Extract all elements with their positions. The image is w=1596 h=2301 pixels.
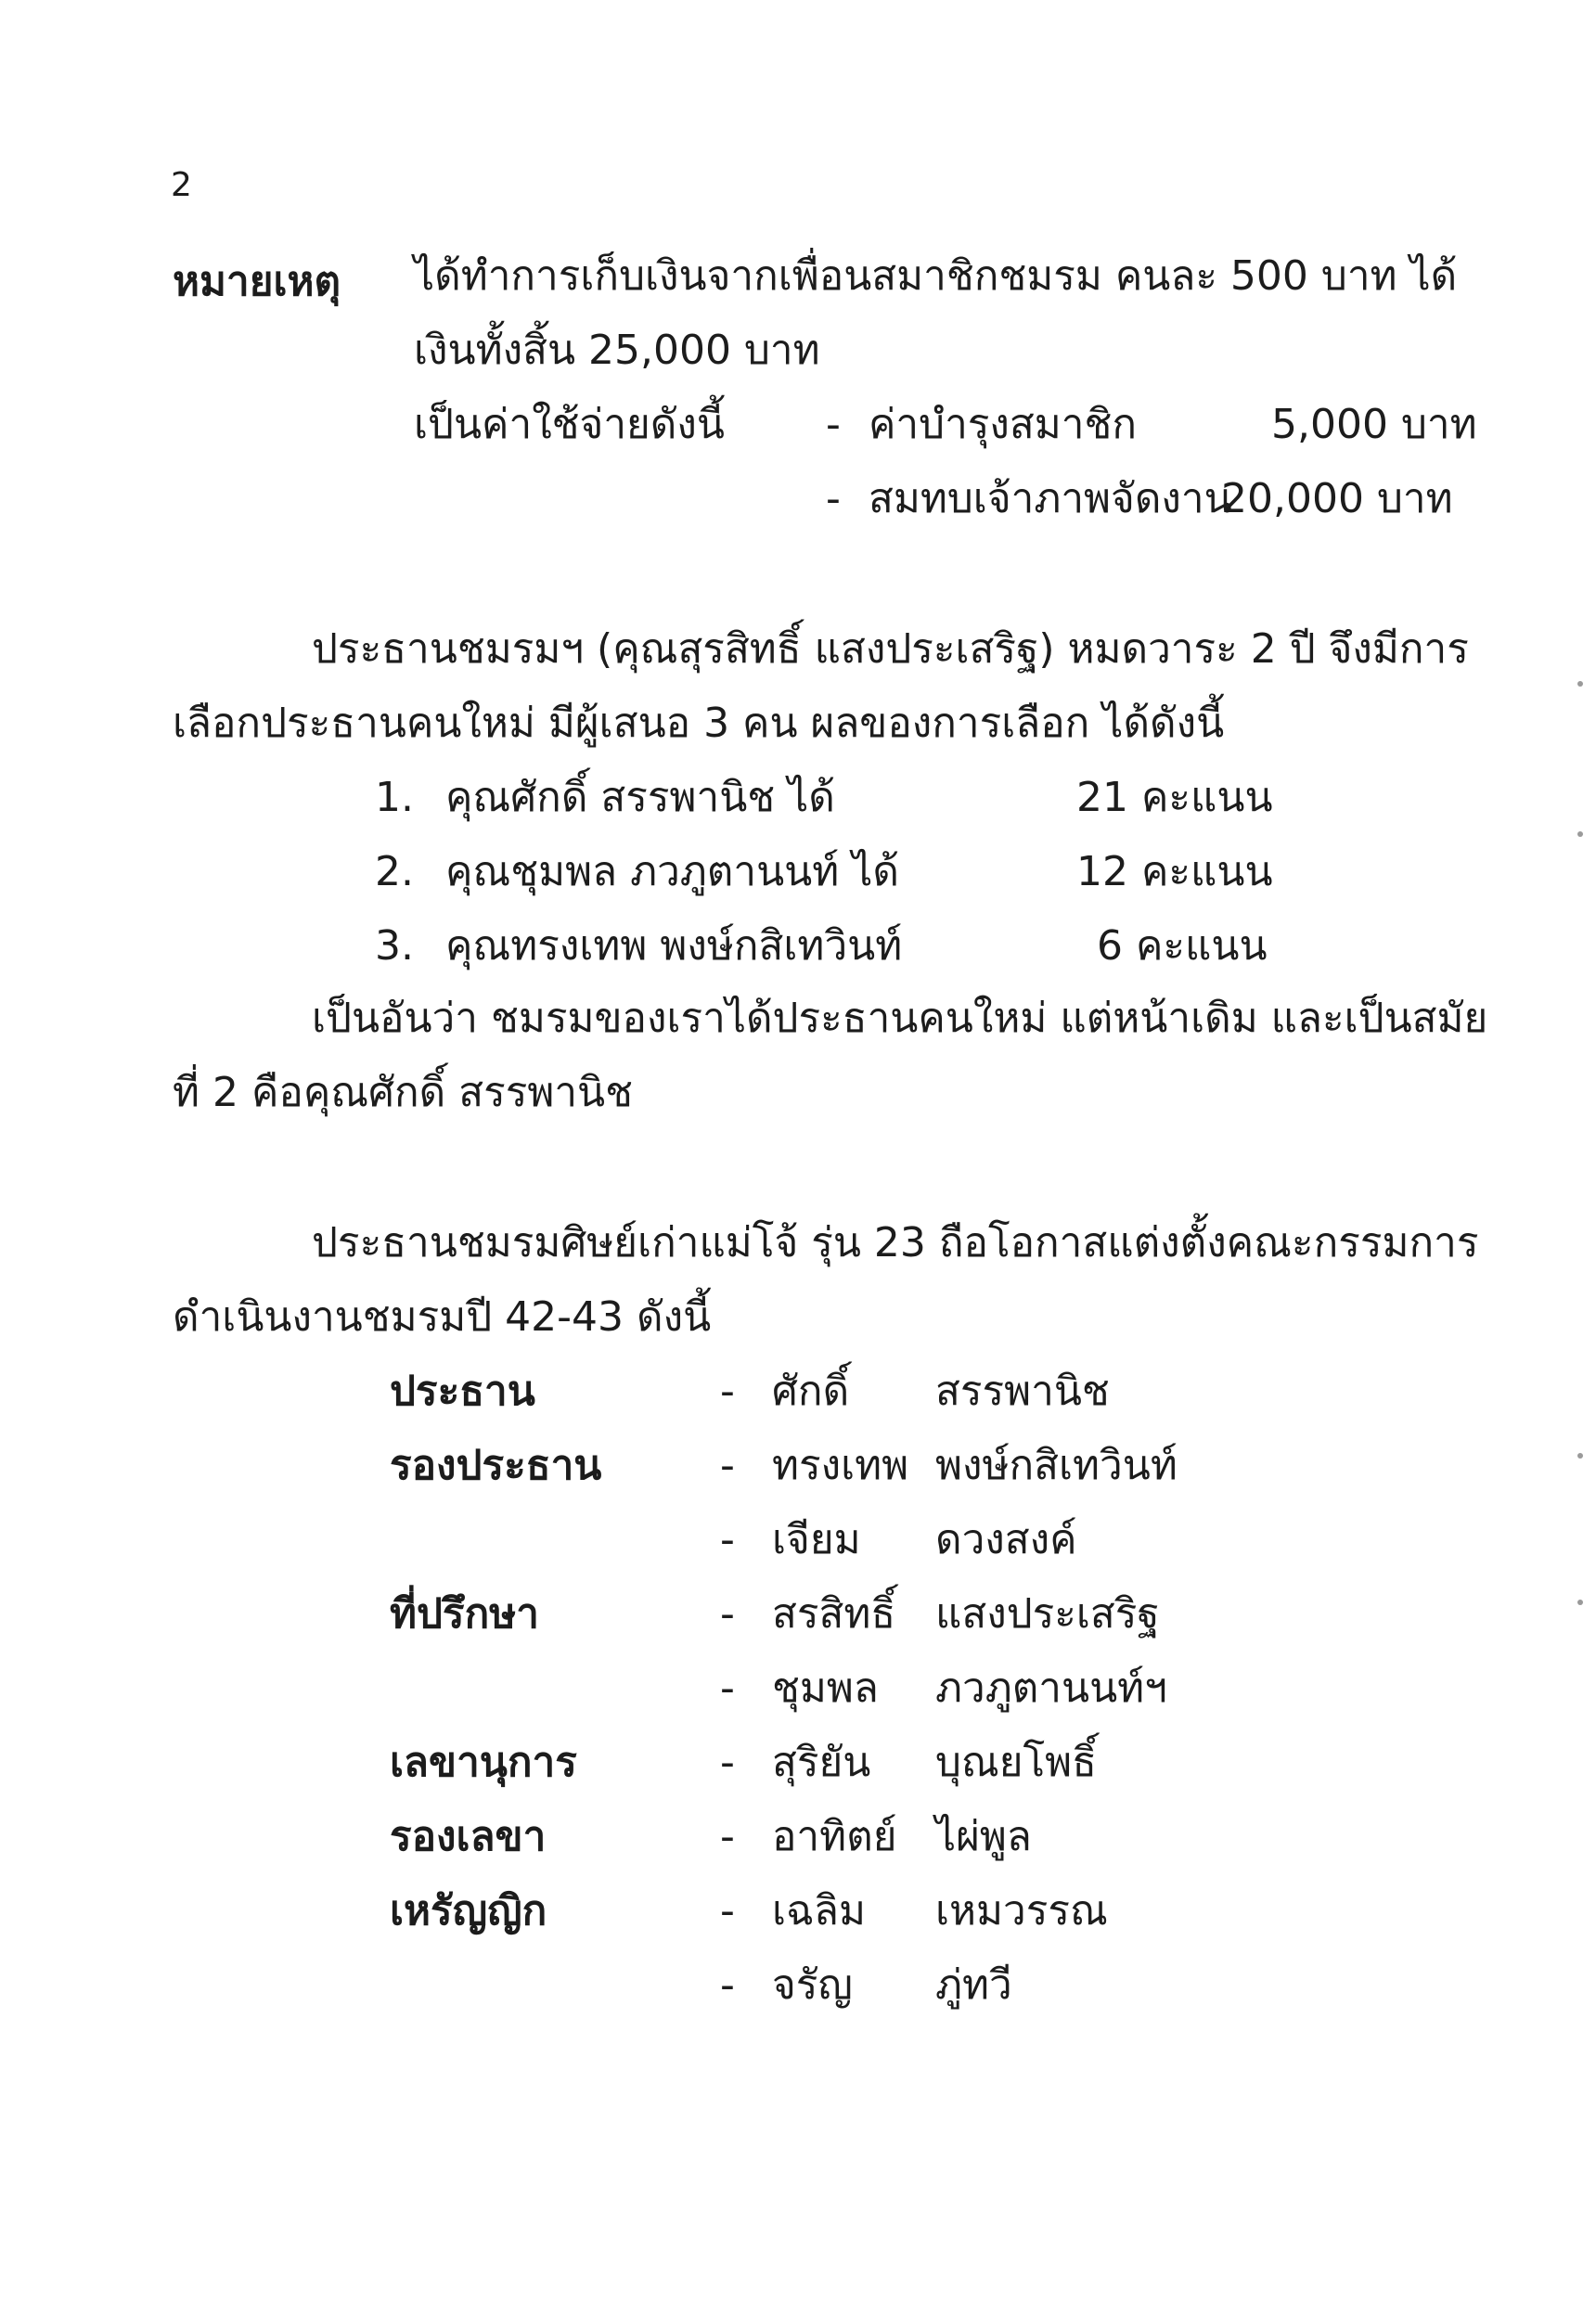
scan-speck <box>1577 831 1583 837</box>
candidate-number: 2. <box>375 848 414 895</box>
candidate-number: 1. <box>375 774 414 821</box>
committee-dash: - <box>720 1516 735 1563</box>
committee-dash: - <box>720 1665 735 1712</box>
committee-last-name: ภู่ทวี <box>935 1961 1012 2009</box>
candidate-name: คุณชุมพล ภวภูตานนท์ ได้ <box>445 848 899 895</box>
committee-first-name: อาทิตย์ <box>772 1813 897 1860</box>
committee-last-name: แสงประเสริฐ <box>935 1590 1160 1638</box>
committee-position: รองเลขา <box>390 1813 547 1860</box>
note-line-2: เงินทั้งสิ้น 25,000 บาท <box>414 327 820 374</box>
scan-speck <box>1577 1600 1583 1605</box>
committee-first-name: ศักดิ์ <box>772 1368 850 1415</box>
committee-first-name: สรสิทธิ์ <box>772 1590 896 1638</box>
candidate-votes: 21 คะแนน <box>1076 774 1273 821</box>
committee-first-name: สุริยัน <box>772 1739 871 1786</box>
candidate-name: คุณศักดิ์ สรรพานิช ได้ <box>445 774 835 821</box>
committee-first-name: ทรงเทพ <box>772 1442 909 1489</box>
committee-dash: - <box>720 1368 735 1415</box>
committee-first-name: เจียม <box>772 1516 861 1563</box>
committee-dash: - <box>720 1961 735 2009</box>
committee-first-name: จรัญ <box>772 1961 853 2009</box>
committee-last-name: ดวงสงค์ <box>935 1516 1077 1563</box>
note-line-1: ได้ทำการเก็บเงินจากเพื่อนสมาชิกชมรม คนละ 500 บาท ได้ <box>414 252 1458 300</box>
committee-dash: - <box>720 1442 735 1489</box>
committee-position: ที่ปรึกษา <box>390 1590 539 1638</box>
committee-last-name: ไผ่พูล <box>935 1813 1032 1860</box>
committee-last-name: ภวภูตานนท์ฯ <box>935 1665 1167 1712</box>
scan-speck <box>1577 681 1583 687</box>
committee-last-name: เหมวรรณ <box>935 1887 1108 1935</box>
expense-item: สมทบเจ้าภาพจัดงาน <box>869 475 1232 522</box>
election-para-line-2: เลือกประธานคนใหม่ มีผู้เสนอ 3 คน ผลของการเลือก ได้ดังนี้ <box>173 700 1225 747</box>
committee-position: ประธาน <box>390 1368 535 1415</box>
committee-dash: - <box>720 1739 735 1786</box>
expense-item: ค่าบำรุงสมาชิก <box>869 401 1137 448</box>
committee-first-name: ชุมพล <box>772 1665 879 1712</box>
candidate-number: 3. <box>375 922 414 970</box>
committee-position: รองประธาน <box>390 1442 602 1489</box>
expense-dash: - <box>826 401 841 448</box>
committee-dash: - <box>720 1813 735 1860</box>
election-result-line-2: ที่ 2 คือคุณศักดิ์ สรรพานิช <box>173 1069 633 1116</box>
committee-last-name: บุณยโพธิ์ <box>935 1739 1098 1786</box>
election-para-line-1: ประธานชมรมฯ (คุณสุรสิทธิ์ แสงประเสริฐ) หมดวาระ 2 ปี จึงมีการ <box>312 625 1469 673</box>
committee-position: เลขานุการ <box>390 1739 577 1786</box>
committee-position: เหรัญญิก <box>390 1887 547 1935</box>
candidate-name: คุณทรงเทพ พงษ์กสิเทวินท์ <box>445 922 903 970</box>
committee-last-name: พงษ์กสิเทวินท์ <box>935 1442 1178 1489</box>
candidate-votes: 12 คะแนน <box>1076 848 1273 895</box>
scan-speck <box>1577 1453 1583 1459</box>
candidate-votes: 6 คะแนน <box>1097 922 1268 970</box>
committee-para-line-2: ดำเนินงานชมรมปี 42-43 ดังนี้ <box>173 1293 712 1341</box>
committee-para-line-1: ประธานชมรมศิษย์เก่าแม่โจ้ รุ่น 23 ถือโอกาสแต่งตั้งคณะกรรมการ <box>312 1219 1479 1266</box>
expense-intro: เป็นค่าใช้จ่ายดังนี้ <box>414 401 725 448</box>
committee-last-name: สรรพานิช <box>935 1368 1110 1415</box>
expense-amount: 5,000 บาท <box>1271 401 1477 448</box>
committee-dash: - <box>720 1590 735 1638</box>
page-number: 2 <box>171 166 192 204</box>
expense-dash: - <box>826 475 841 522</box>
committee-dash: - <box>720 1887 735 1935</box>
note-label: หมายเหตุ <box>173 258 341 305</box>
expense-amount: 20,000 บาท <box>1221 475 1453 522</box>
election-result-line-1: เป็นอันว่า ชมรมของเราได้ประธานคนใหม่ แต่หน้าเดิม และเป็นสมัย <box>312 995 1488 1042</box>
committee-first-name: เฉลิม <box>772 1887 866 1935</box>
